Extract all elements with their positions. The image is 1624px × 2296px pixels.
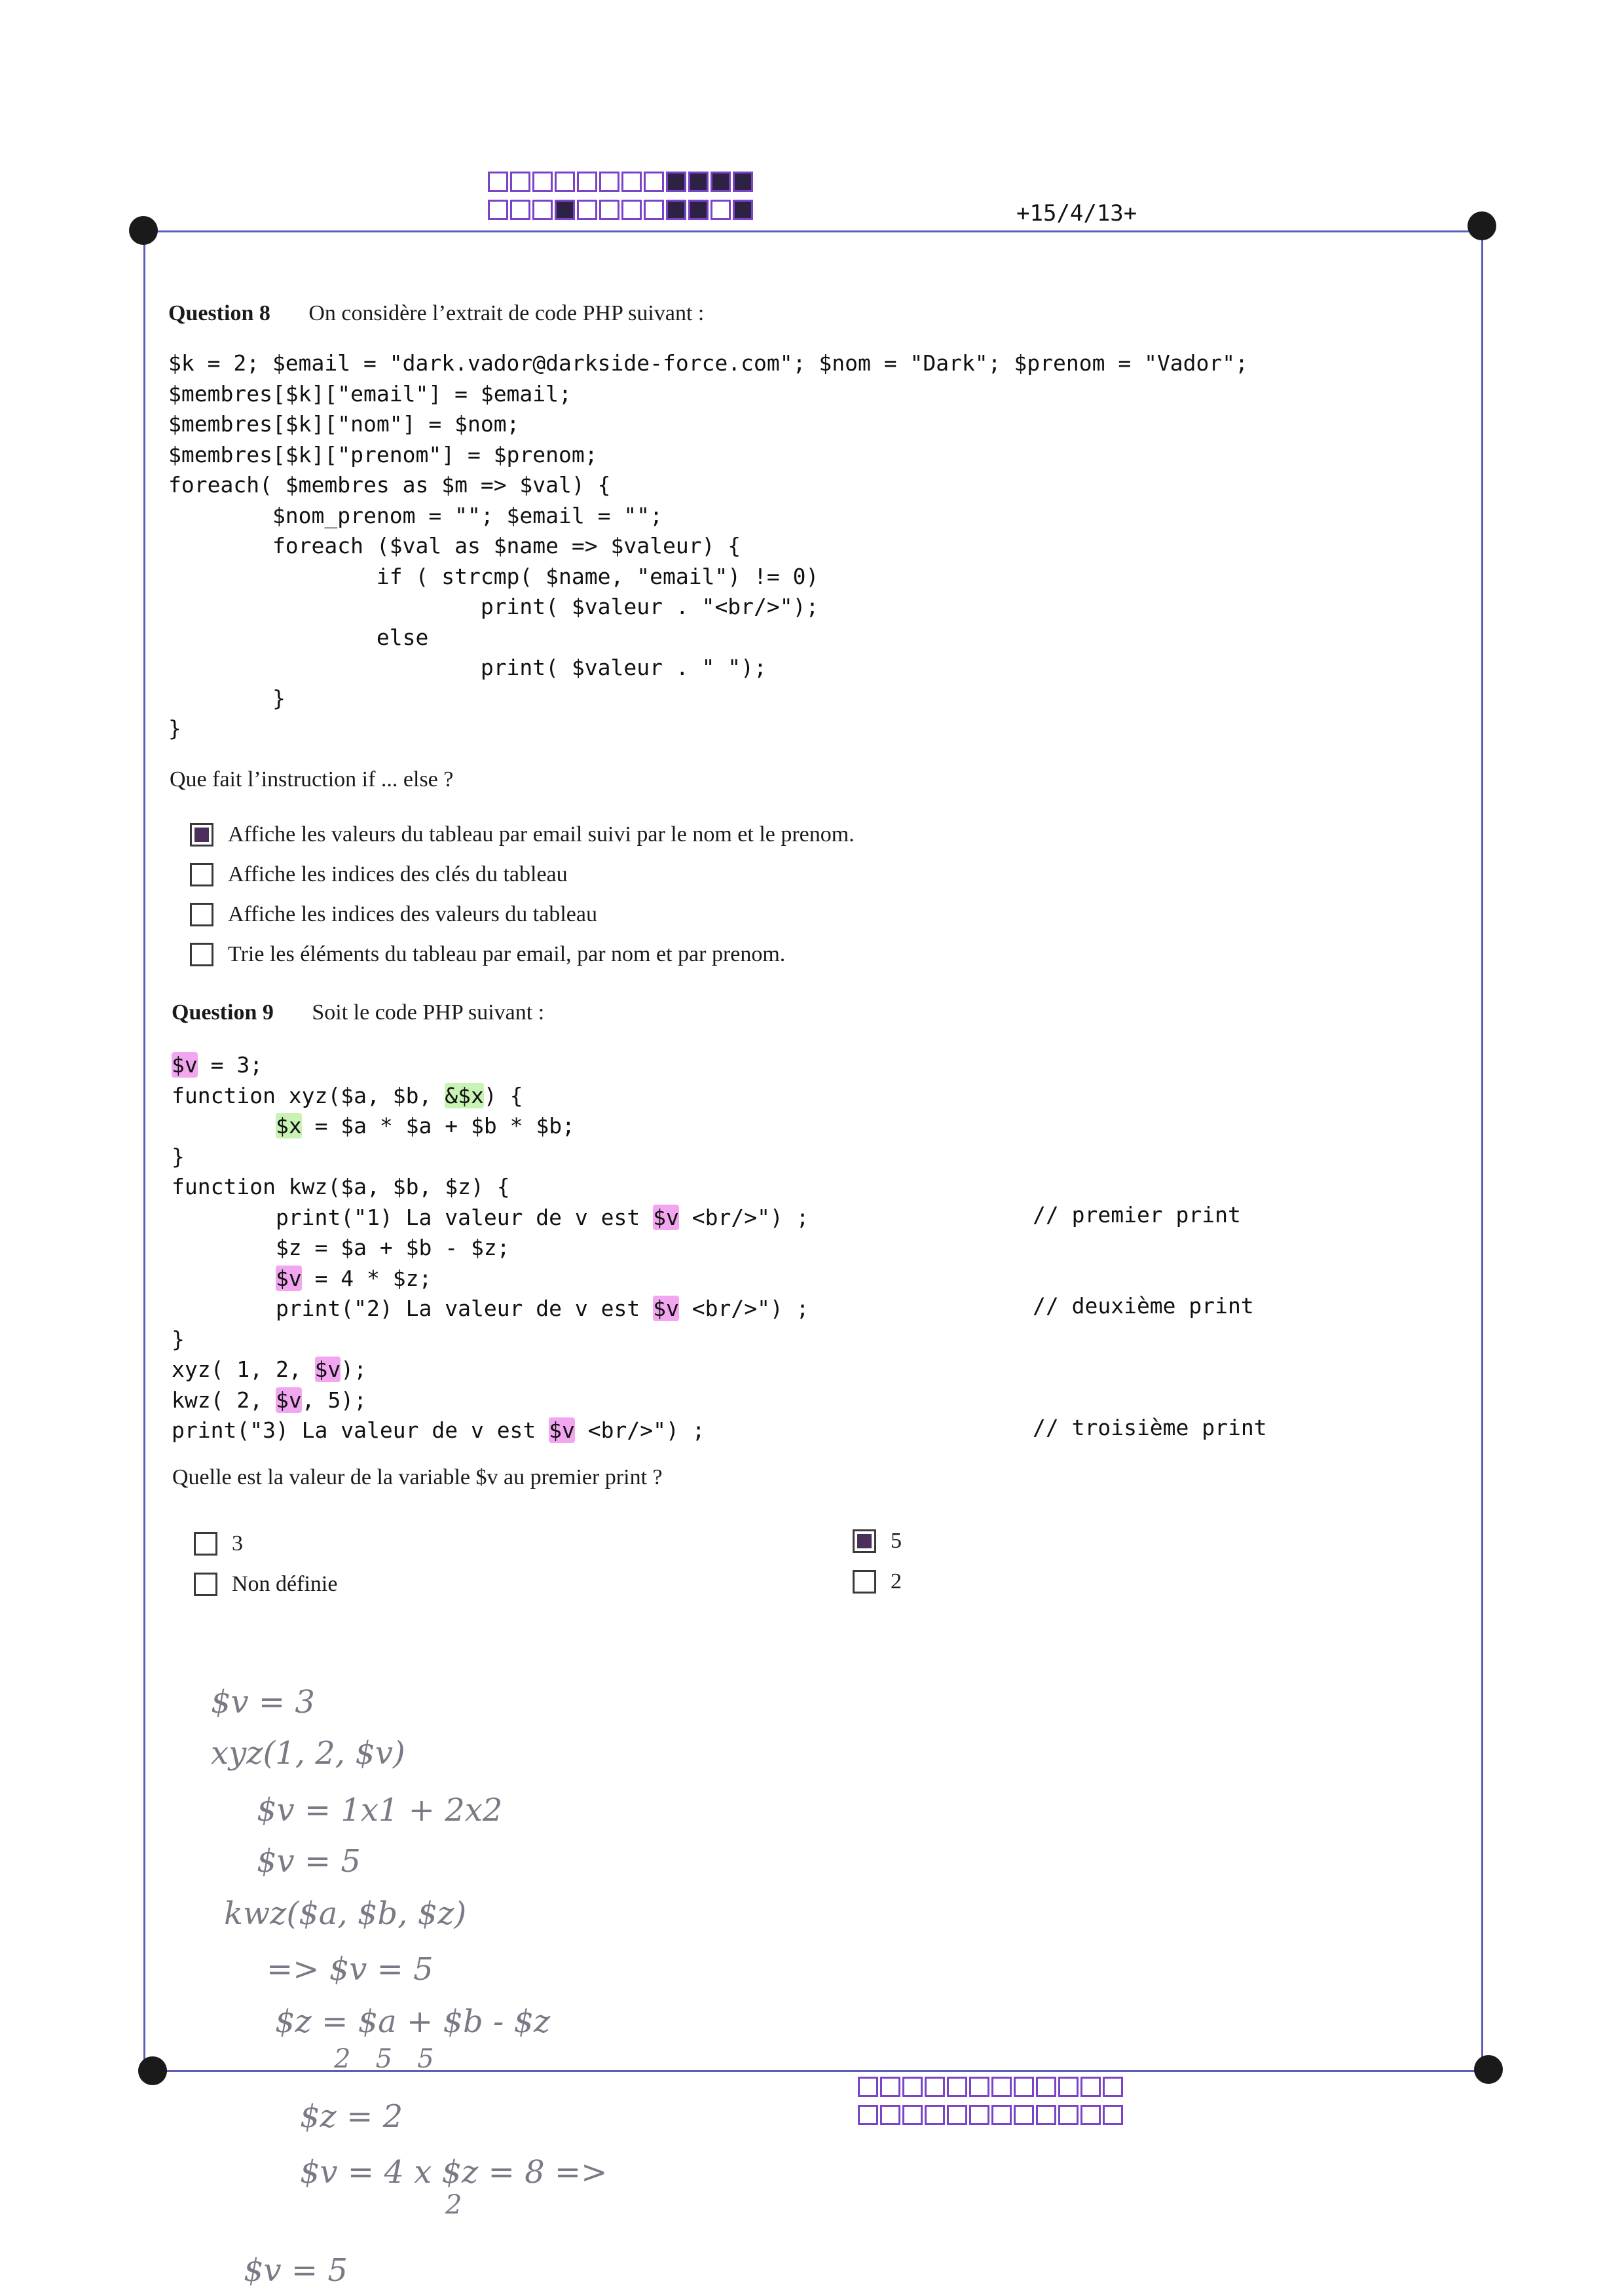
question-label: Question 8 [168,301,270,325]
barcode-cell [733,200,753,220]
barcode-cell [710,172,731,192]
answer-label: Affiche les valeurs du tableau par email suivi par le nom et le prenom. [228,822,855,847]
answer-label: Affiche les indices des clés du tableau [228,862,568,886]
handwritten-line: $v = 4 x $z = 8 => [300,2154,608,2191]
barcode-cell [925,2077,945,2097]
code-line [172,1264,432,1294]
code-text: print("3) La valeur de v est [172,1417,549,1443]
barcode-cell [1103,2105,1123,2125]
answer-checkbox[interactable] [853,1570,876,1594]
barcode-cell [577,200,597,220]
answer-label: 3 [232,1531,243,1556]
answer-label: 5 [891,1529,902,1553]
code-text [172,1266,276,1291]
handwritten-line: $v = 1x1 + 2x2 [257,1792,503,1829]
php-code-block: $k = 2; $email = "dark.vador@darkside-force.com"; $nom = "Dark"; $prenom = "Vador"; $membres[$k]["email"] = $email; $membres[$k]["nom"] = $nom; $membres[$k]["prenom"] = $prenom; foreach( $membres as $m => $val) { $nom_prenom = ""; $email = ""; foreach ($val as $name => $valeur) { if ( strcmp( $name, "email") != 0) print( $valeur . "<br/>"); else print( $valeur . " "); } } [168,350,1249,741]
barcode-cell [1080,2077,1101,2097]
barcode-cell [599,200,619,220]
handwritten-line: $v = 3 [211,1684,315,1721]
code-text: kwz( 2, [172,1387,276,1413]
answer-checkbox-checked[interactable] [853,1529,876,1553]
barcode-cell [969,2105,989,2125]
code-line [172,1324,185,1355]
question-text: Que fait l’instruction if ... else ? [170,767,454,792]
barcode-cell [858,2105,878,2125]
code-text: function xyz($a, $b, [172,1082,445,1108]
barcode-cell [902,2105,923,2125]
barcode-cell [532,172,553,192]
code-text [172,1113,276,1139]
code-line [172,1415,705,1446]
answer-option[interactable] [194,1523,337,1564]
code-line [172,1355,367,1385]
highlighted-variable: $v [653,1204,679,1230]
barcode-cell [947,2077,967,2097]
barcode-row [858,2077,1123,2097]
code-text: } [172,1143,185,1169]
barcode-cell [969,2077,989,2097]
answer-option[interactable] [190,814,855,854]
frame-right [1481,227,1483,2069]
code-line [172,1294,809,1324]
highlighted-variable: &$x [445,1082,484,1108]
barcode-cell [532,200,553,220]
barcode-cell [488,172,508,192]
code-text: print("1) La valeur de v est [172,1204,654,1230]
barcode-cell [621,172,642,192]
answer-list-right [853,1521,902,1602]
barcode-cell [1014,2105,1034,2125]
barcode-row [488,172,753,192]
barcode-cell [858,2077,878,2097]
barcode-cell [688,172,709,192]
answer-label: Affiche les indices des valeurs du tableau [228,902,597,926]
answer-checkbox[interactable] [194,1573,217,1596]
answer-label: 2 [891,1569,902,1594]
barcode-cell [555,200,575,220]
code-text: <br/>") ; [574,1417,705,1443]
code-text: ); [341,1357,367,1382]
barcode-cell [644,172,664,192]
handwritten-line: $v = 5 [244,2252,348,2289]
barcode-cell [510,172,530,192]
code-line [172,1111,575,1142]
answer-label: Non définie [232,1572,338,1596]
answer-label: Trie les éléments du tableau par email, par nom et par prenom. [228,941,786,966]
barcode-cell [1036,2077,1056,2097]
highlighted-variable: $v [314,1357,341,1382]
barcode-cell [947,2105,967,2125]
handwritten-line: kwz($a, $b, $z) [224,1895,467,1932]
barcode-cell [644,200,664,220]
barcode-cell [621,200,642,220]
barcode-row [488,200,753,220]
answer-option[interactable] [190,894,855,934]
barcode-cell [1103,2077,1123,2097]
question-9-header [172,1000,544,1025]
barcode-cell [710,200,731,220]
code-text: xyz( 1, 2, [172,1357,315,1382]
handwritten-line: $z = $a + $b - $z [275,2003,551,2040]
highlighted-variable: $v [172,1052,198,1078]
handwritten-line: 2 5 5 [334,2044,434,2074]
frame-left [143,230,145,2073]
registration-mark [138,2056,167,2085]
question-prompt: On considère l’extrait de code PHP suivant : [308,301,705,325]
barcode-row [858,2105,1123,2125]
answer-checkbox[interactable] [190,903,213,926]
handwritten-line: 2 [445,2190,462,2220]
code-text: <br/>") ; [678,1204,809,1230]
barcode-cell [510,200,530,220]
answer-checkbox[interactable] [190,943,213,966]
question-prompt: Soit le code PHP suivant : [312,1000,545,1025]
code-text: ) { [483,1082,523,1108]
barcode-cell [1036,2105,1056,2125]
answer-checkbox[interactable] [194,1532,217,1556]
barcode-cell [577,172,597,192]
barcode-cell [1058,2105,1079,2125]
highlighted-variable: $x [275,1113,302,1139]
handwritten-line: xyz(1, 2, $v) [211,1735,405,1772]
barcode-cell [555,172,575,192]
code-text: print("2) La valeur de v est [172,1296,654,1321]
code-line [172,1142,185,1173]
barcode-cell [880,2105,900,2125]
highlighted-variable: $v [549,1417,575,1443]
barcode-cell [1058,2077,1079,2097]
barcode-cell [666,200,686,220]
code-text: = $a * $a + $b * $b; [301,1113,575,1139]
code-comment: // troisième print [1033,1415,1267,1440]
handwritten-line: $v = 5 [257,1843,361,1880]
answer-option[interactable] [853,1521,902,1561]
highlighted-variable: $v [275,1387,302,1413]
code-line [172,1203,809,1233]
code-text: = 3; [197,1052,263,1078]
barcode-cell [991,2077,1012,2097]
question-text: Quelle est la valeur de la variable $v au premier print ? [172,1465,663,1489]
code-line [172,1172,510,1203]
code-line [172,1385,367,1416]
registration-mark [129,216,158,245]
code-text: function kwz($a, $b, $z) { [172,1174,510,1199]
barcode-cell [488,200,508,220]
barcode-cell [1014,2077,1034,2097]
code-comment: // premier print [1033,1201,1241,1228]
barcode-cell [688,200,709,220]
answer-option[interactable] [194,1564,337,1605]
code-text: <br/>") ; [678,1296,809,1321]
code-text: $z = $a + $b - $z; [172,1235,510,1260]
answer-list [190,814,855,974]
bottom-barcode [858,2077,1123,2125]
top-barcode [488,172,753,220]
barcode-cell [902,2077,923,2097]
question-label: Question 9 [172,1000,274,1025]
code-text: } [172,1326,185,1352]
barcode-cell [599,172,619,192]
code-line [172,1050,263,1081]
question-8-header [168,301,704,326]
barcode-cell [733,172,753,192]
code-comment: // deuxième print [1033,1293,1254,1319]
answer-checkbox[interactable] [190,863,213,886]
registration-mark [1474,2055,1503,2084]
barcode-cell [1080,2105,1101,2125]
answer-list-left [194,1523,337,1605]
code-line [172,1081,523,1112]
frame-top [143,230,1483,232]
answer-option[interactable] [190,854,855,894]
page-id: +15/4/13+ [1016,200,1137,227]
highlighted-variable: $v [275,1265,302,1291]
code-line [172,1233,510,1264]
barcode-cell [991,2105,1012,2125]
handwritten-line: $z = 2 [300,2098,403,2135]
code-text: , 5); [301,1387,367,1413]
handwritten-line: => $v = 5 [267,1951,434,1988]
answer-option[interactable] [853,1561,902,1602]
barcode-cell [666,172,686,192]
answer-checkbox-checked[interactable] [190,823,213,847]
barcode-cell [925,2105,945,2125]
answer-option[interactable] [190,934,855,974]
registration-mark [1467,211,1496,240]
highlighted-variable: $v [653,1296,679,1321]
barcode-cell [880,2077,900,2097]
code-text: = 4 * $z; [301,1265,432,1291]
